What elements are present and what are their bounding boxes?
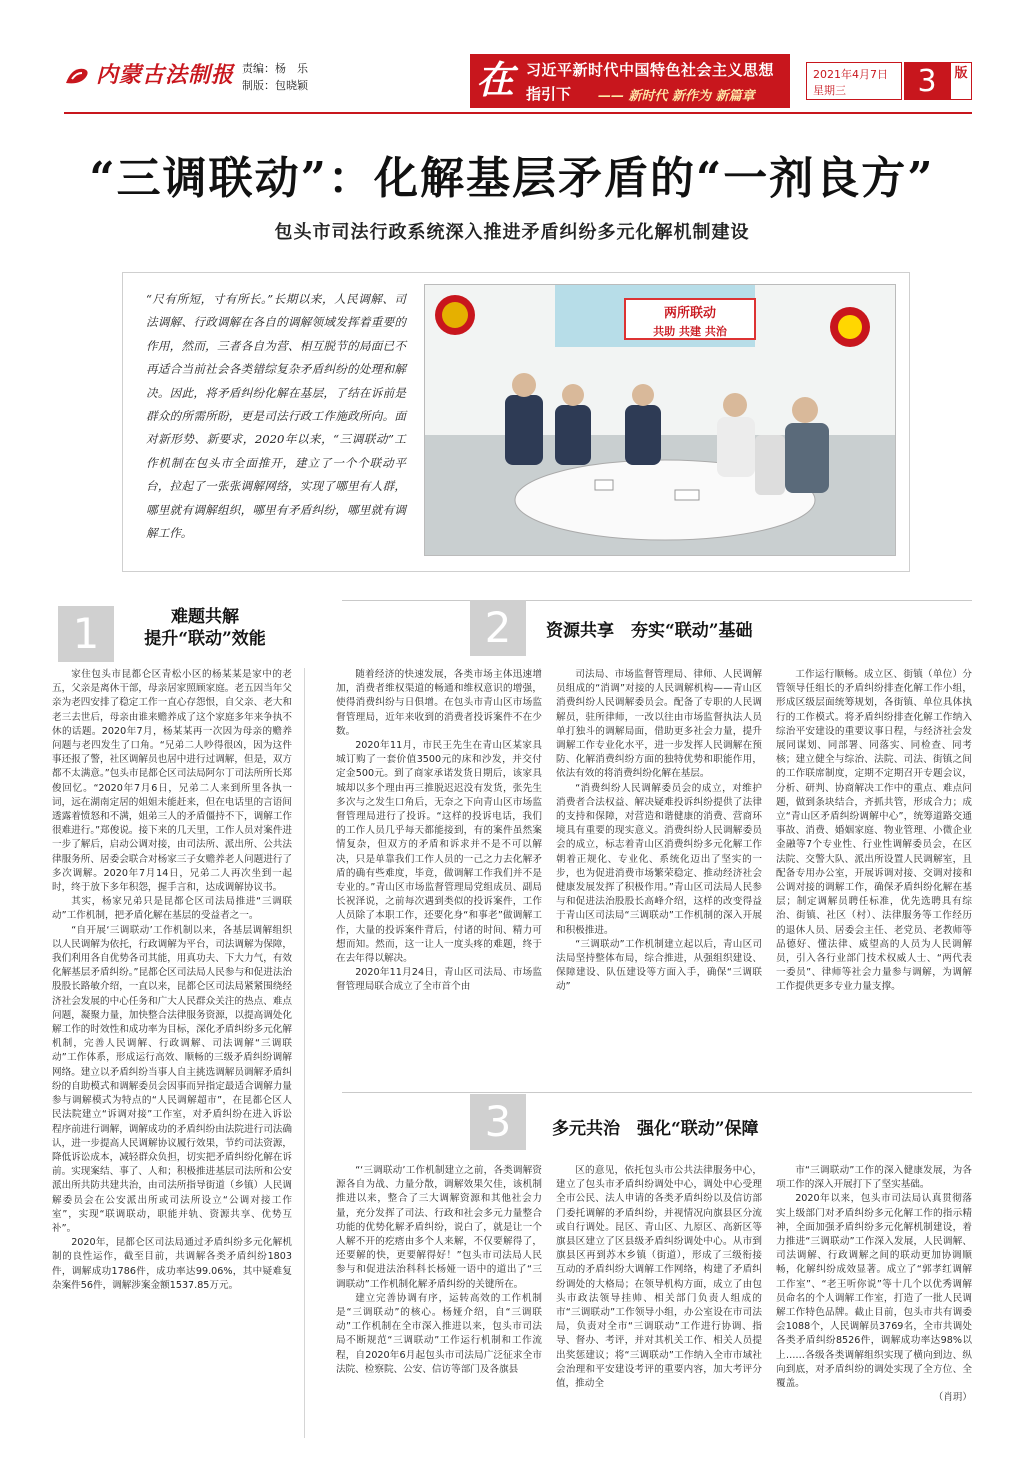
page-number: 3 xyxy=(904,62,950,100)
page-ban-label: 版 xyxy=(950,62,972,100)
col2-para: 随着经济的快速发展，各类市场主体迅速增加，消费者维权渠道的畅通和维权意识的增强，使得消费纠纷与日俱增。在包头市青山区市场监督管理局，近年来收到的消费者投诉案件不在少数。 xyxy=(336,669,542,737)
news-photo xyxy=(424,284,896,556)
banner-line1: 习近平新时代中国特色社会主义思想 xyxy=(526,61,775,79)
section-3-rule xyxy=(342,1092,972,1093)
section-2-number: 2 xyxy=(470,600,526,656)
column-3 xyxy=(556,668,762,1068)
section-2-title: 资源共享 夯实“联动”基础 xyxy=(546,621,753,641)
editor-line: 责编：杨 乐 xyxy=(242,62,308,75)
col5-para: “‘三调联动’工作机制建立之前，各类调解资源各自为战、力量分散，调解效果欠佳，该机制推进以来，整合了三大调解资源和其他社会力量，充分发挥了司法、行政和社会多元力量整合功能的优势化解矛盾纠纷，说白了，就是让一个人解不开的疙瘩由多个人来解，不仅要解得了，还要解的快，更要解得好！”包头市司法局人民参与和促进法治科科长杨娅一语中的道出了“三调联动”工作机制化解矛盾纠纷的关键所在。 xyxy=(336,1165,542,1290)
newspaper-logo xyxy=(64,58,234,89)
col1-para: “自开展‘三调联动’工作机制以来，各基层调解组织以人民调解为依托，行政调解为平台，司法调解为保障，我们利用各自优势各司其能，用真功夫、下大力气，有效化解基层矛盾纠纷。”昆都仑区司法局人民参与和促进法治股股长路敏介绍，一直以来，昆都仑区司法局紧紧围绕经济社会发展的中心任务和广大人民群众关注的热点、难点问题，凝聚力量，加快整合法律服务资源，以提高调处化解工作的时效性和成功率为目标，深化矛盾纠纷多元化解机制，完善人民调解、行政调解、司法调解“三调联动”工作体系，形成运行高效、顺畅的三级矛盾纠纷调解网络。建立以矛盾纠纷当事人自主挑选调解员调解矛盾纠纷的自助模式和调解委员会因事而异指定最适合调解力量参与调解模式为特点的“人民调解超市”，在昆都仑区人民法院建立“诉调对接”工作室，对矛盾纠纷在进入诉讼程序前进行调解，调解成功的矛盾纠纷由法院进行司法确认，进一步提高人民调解协议履行效果，节约司法资源，降低诉讼成本，减轻群众负担，切实把矛盾纠纷化解在诉前。实现案结、事了、人和；积极推进基层司法所和公安派出所共防共建共治，由司法所指导街道（乡镇）人民调解委员会在公安派出所或司法所设立“公调对接工作室”，实现“联调联动，职能并轨、资源共享、优势互补”。 xyxy=(52,924,292,1234)
section-1-title-line2: 提升“联动”效能 xyxy=(144,629,266,649)
column-5 xyxy=(336,1164,542,1440)
author-credit: （肖玥） xyxy=(933,1392,972,1404)
issue-date: 2021年4月7日 xyxy=(813,68,888,81)
section-1-title-line1: 难题共解 xyxy=(171,607,239,627)
col7-para: 市“三调联动”工作的深入健康发展，为各项工作的深入开展打下了坚实基础。 xyxy=(776,1165,972,1191)
col6-para: 区的意见，依托包头市公共法律服务中心，建立了包头市矛盾纠纷调处中心，调处中心受理全市公民、法人申请的各类矛盾纠纷以及信访部门委托调解的矛盾纠纷，并视情况向旗县区分流或自行调处。昆区、青山区、九原区、高新区等旗县区建立了区县级矛盾纠纷调处中心。从市到旗县区再到苏木乡镇（街道），形成了三级衔接互动的矛盾纠纷大调解工作网络，构建了矛盾纠纷调处的大格局；在领导机构方面，成立了由包头市政法领导挂帅、相关部门负责人组成的市“三调联动”工作领导小组，办公室设在市司法局，负责对全市“三调联动”工作进行协调、指导、督办、考评，并对其机关工作、相关人员提出奖惩建议；将“三调联动”工作纳入全市市域社会治理和平安建设考评的重要内容，加大考评分值，推动全 xyxy=(556,1165,762,1390)
section-1-number: 1 xyxy=(58,606,114,662)
column-divider xyxy=(304,668,305,1438)
headline: “三调联动”：化解基层矛盾的“一剂良方” xyxy=(89,153,935,204)
paper-name: 内蒙古法制报 xyxy=(96,62,235,88)
banner-line2: 指引下 xyxy=(526,85,572,103)
section-3-number: 3 xyxy=(470,1094,526,1150)
col1-para: 家住包头市昆都仑区青松小区的杨某某是家中的老五，父亲是离休干部，母亲居家照顾家庭。老五因当年父亲为老四安排了稳定工作一直心存怨恨，自父亲、老大和老三去世后，母亲由谁来赡养成了这个家庭多年来争执不休的话题。2020年7月，杨某某再一次因为母亲的赡养问题与老四发生了口角。“兄弟二人吵得很凶，因为这件事还报了警，社区调解员也居中进行过调解，但是，双方都不太满意。”包头市昆都仑区司法局阿尔丁司法所所长郑俊回忆。“2020年7月6日，兄弟二人来到所里各执一词，远在湖南定居的姐姐未能赶来，但在电话里的言语间透露着愤怒和不满，姐弟三人的矛盾僵持不下，调解工作很难进行。”郑俊说。接下来的几天里，工作人员对案件进一步了解后，启动公调对接，由司法所、派出所、公共法律服务所、居委会联合对杨家三子女赡养老人问题进行了多次调解。2020年7月14日，兄弟二人再次坐到一起时，终于放下多年积怨，握手言和，达成调解协议书。 xyxy=(52,669,292,894)
col4-para: 工作运行顺畅。成立区、街镇（单位）分管领导任组长的矛盾纠纷排查化解工作小组，形成区级层面统筹规划，各街镇、单位具体执行的工作模式。将矛盾纠纷排查化解工作纳入综治平安建设的重要议事日程，与经济社会发展同谋划、同部署、同落实、同检查、同考核；建立健全与综治、法院、司法、街镇之间的工作联席制度，定期不定期召开专题会议，分析、研判、协商解决工作中的重点、难点问题，做到条块结合，齐抓共管，形成合力；成立“青山区矛盾纠纷调解中心”，统筹道路交通事故、消费、婚姻家庭、物业管理、小微企业金融等7个专业性、行业性调解委员会，在区法院、交警大队、派出所设置人民调解室，且配备专用办公室，开展诉调对接、交调对接和公调对接的调解工作，确保矛盾纠纷化解在基层；制定调解员聘任标准，优先选聘具有综治、街镇、社区（村）、法律服务等工作经历的退休人员、居委会主任、老党员、老教师等品德好、懂法律、威望高的人员为人民调解员，引入各行业部门技术权威人士、“两代表一委员”、律师等社会力量参与调解，为调解工作提供更多专业力量支撑。 xyxy=(776,669,972,993)
editor-credits xyxy=(242,60,308,94)
date-box xyxy=(806,62,902,100)
section-1-title xyxy=(120,606,290,650)
col5-para: 建立完善协调有序，运转高效的工作机制是“三调联动”的核心。杨娅介绍，自“三调联动”工作机制在全市深入推进以来，包头市司法局不断规范“三调联动”工作运行机制和工作流程，自2020年6月起包头市司法局广泛征求全市法院、检察院、公安、信访等部门及各旗县 xyxy=(336,1292,542,1375)
meeting-photo-illustration xyxy=(425,285,896,556)
col2-para: 2020年11月24日，青山区司法局、市场监督管理局联合成立了全市首个由 xyxy=(336,967,542,993)
column-6 xyxy=(556,1164,762,1440)
banner-zai: 在 xyxy=(476,57,515,102)
col3-para: “三调联动”工作机制建立起以后，青山区司法局坚持整体布局，综合推进，从强组织建设、保障建设、队伍建设等方面入手，确保“三调联动” xyxy=(556,938,762,993)
column-4 xyxy=(776,668,972,1068)
col3-para: 司法局、市场监督管理局、律师、人民调解员组成的“消调”对接的人民调解机构——青山区消费纠纷人民调解委员会。配备了专职的人民调解员，驻所律师，一改以往由市场监督执法人员单打独斗的调解局面，借助更多社会力量，提升调解工作专业化水平，进一步发挥人民调解在预防、化解消费纠纷方面的独特优势和职能作用，依法有效的将消费纠纷化解在基层。 xyxy=(556,669,762,780)
column-banner xyxy=(470,54,790,108)
banner-line3: —— 新时代 新作为 新篇章 xyxy=(598,89,755,104)
column-2 xyxy=(336,668,542,1068)
col1-para: 其实，杨家兄弟只是昆都仑区司法局推进“三调联动”工作机制，把矛盾化解在基层的受益者之一。 xyxy=(52,896,292,922)
col1-para: 2020年，昆都仑区司法局通过矛盾纠纷多元化解机制的良性运作，截至目前，共调解各类矛盾纠纷1803件，调解成功1786件，成功率达99.06%，其中疑难复杂案件56件，调解涉案金额1537.85万元。 xyxy=(52,1237,292,1291)
section-2-rule xyxy=(342,600,972,601)
col2-para: 2020年11月，市民王先生在青山区某家具城订购了一套价值3500元的床和沙发，并交付定金500元。到了商家承诺发货日期后，该家具城却以多个理由再三推脱迟迟没有发货，张先生多次与之发生口角后，无奈之下向青山区市场监督管理局进行了投诉。“这样的投诉电话，我们的工作人员几乎每天都能接到，有的案件虽然案情复杂，但双方的矛盾和诉求并不是不可以解决，只是单靠我们工作人员的一己之力去化解矛盾的确有些难度，毕竟，做调解工作我们并不是专业的。”青山区市场监督管理局党组成员、副局长祝泽说，之前每次遇到类似的投诉案件，工作人员除了本职工作，还要化身“和事老”做调解工作，大量的投诉案件背后，付诸的时间、精力可想而知。然而，这一让人一度头疼的难题，终于在去年得以解决。 xyxy=(336,740,542,965)
photo-sign-bottom: 共助 共建 共治 xyxy=(653,325,727,338)
photo-sign-top: 两所联动 xyxy=(663,306,717,321)
col3-para: “消费纠纷人民调解委员会的成立，对维护消费者合法权益、解决疑难投诉纠纷提供了法律的支持和保障，对营造和谐健康的消费、营商环境具有重要的现实意义。消费纠纷人民调解委员会的成立，标志着青山区消费纠纷多元化解工作朝着正规化、专业化、系统化迈出了坚实的一步，也为促进消费市场繁荣稳定、推动经济社会健康发展发挥了积极作用。”青山区司法局人民参与和促进法治股股长高峰介绍，这样的改变得益于青山区司法局“三调联动”工作机制的深入开展和积极推进。 xyxy=(556,782,762,936)
subheadline: 包头市司法行政系统深入推进矛盾纠纷多元化解机制建设 xyxy=(274,222,750,243)
producer-line: 制版：包晓颖 xyxy=(242,79,308,92)
section-3-title: 多元共治 强化“联动”保障 xyxy=(552,1119,759,1139)
column-1 xyxy=(52,668,292,1438)
intro-text: “尺有所短，寸有所长。”长期以来，人民调解、司法调解、行政调解在各自的调解领域发挥着重要的作用，然而，三者各自为营、相互脱节的局面已不再适合当前社会各类错综复杂矛盾纠纷的处理和解决。因此，将矛盾纠纷化解在基层，了结在诉前是群众的所需所盼，更是司法行政工作施政所向。面对新形势、新要求，2020年以来，“三调联动”工作机制在包头市全面推开，建立了一个个联动平台，拉起了一张张调解网络，实现了哪里有人群，哪里就有调解组织，哪里有矛盾纠纷，哪里就有调解工作。 xyxy=(146,292,406,541)
column-7 xyxy=(776,1164,972,1440)
issue-weekday: 星期三 xyxy=(813,84,846,97)
masthead-rule xyxy=(64,112,972,114)
col7-para: 2020年以来，包头市司法局认真贯彻落实上级部门对矛盾纠纷多元化解工作的指示精神，全面加强矛盾纠纷多元化解机制建设，着力推进“三调联动”工作深入发展，人民调解、司法调解、行政调解之间的联动更加协调顺畅，化解纠纷成效显著。成立了“郭孝红调解工作室”、“老王听你说”等十几个以优秀调解员命名的个人调解工作室，打造了一批人民调解工作特色品牌。截止目前，包头市共有调委会1088个，人民调解员3769名，全市共调处各类矛盾纠纷8526件，调解成功率达98%以上……各级各类调解组织实现了横向到边、纵向到底，对矛盾纠纷的调处实现了全方位、全覆盖。 xyxy=(776,1193,972,1390)
logo-mark-icon xyxy=(64,65,92,87)
